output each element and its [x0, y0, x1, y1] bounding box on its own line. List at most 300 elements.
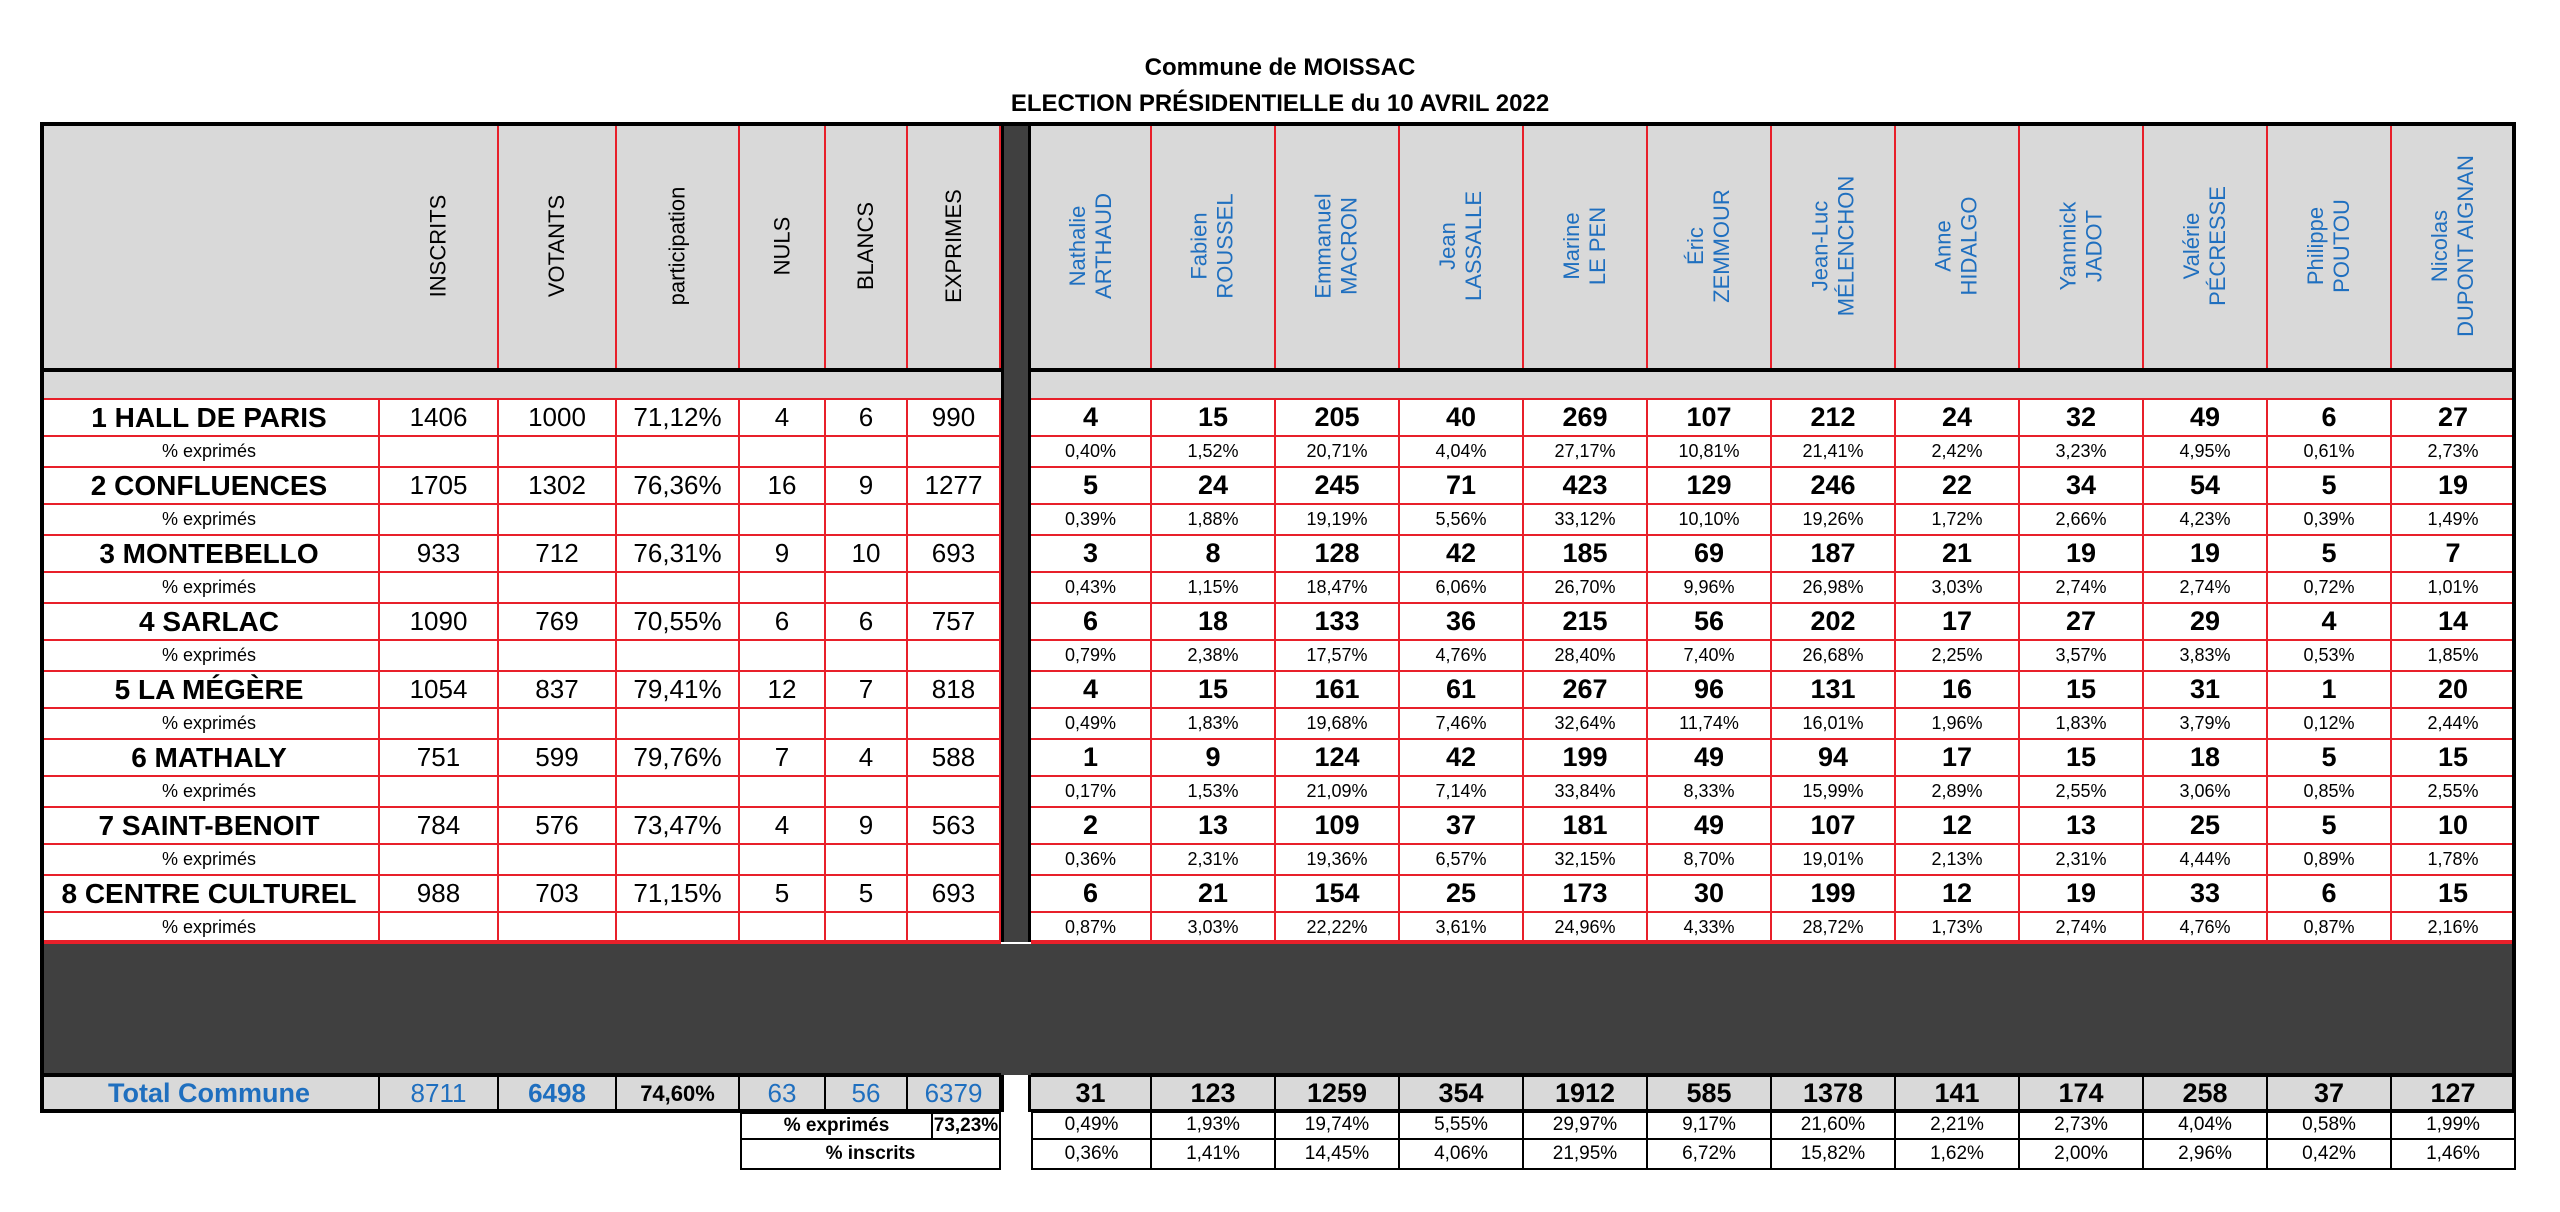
bureau-stat: 769	[499, 602, 617, 639]
bureau-stat-empty	[499, 571, 617, 602]
candidate-name	[2055, 202, 2107, 291]
total-votes: 258	[2144, 1075, 2268, 1112]
candidate-votes: 18	[2144, 738, 2268, 775]
bureau-stat: 76,36%	[617, 466, 740, 503]
bureau-stat: 599	[499, 738, 617, 775]
bureau-stat: 10	[826, 534, 908, 571]
bureau-stat-empty	[826, 911, 908, 942]
candidate-pct: 19,68%	[1276, 707, 1400, 738]
candidate-pct: 8,70%	[1648, 843, 1772, 874]
candidate-votes: 34	[2020, 466, 2144, 503]
candidate-pct: 1,88%	[1152, 503, 1276, 534]
total-candidate-pct-exprimes: 0,49%	[1031, 1112, 1152, 1140]
bureau-stat-empty	[908, 571, 1001, 602]
candidate-pct: 27,17%	[1524, 435, 1648, 466]
bureau-stat-empty	[740, 707, 826, 738]
candidate-last-name: ARTHAUD	[1090, 193, 1116, 299]
candidate-pct: 1,15%	[1152, 571, 1276, 602]
bureau-stat: 588	[908, 738, 1001, 775]
bureau-stat-empty	[740, 843, 826, 874]
stat-header-label: INSCRITS	[425, 194, 451, 298]
candidate-votes: 205	[1276, 398, 1400, 435]
bureau-stat-empty	[617, 503, 740, 534]
candidate-votes: 49	[2144, 398, 2268, 435]
total-candidate-pct-inscrits: 15,82%	[1772, 1140, 1896, 1170]
candidate-pct: 2,42%	[1896, 435, 2020, 466]
candidate-votes: 25	[2144, 806, 2268, 843]
candidate-pct: 3,79%	[2144, 707, 2268, 738]
bureau-stat: 837	[499, 670, 617, 707]
candidate-pct: 0,79%	[1031, 639, 1152, 670]
total-candidate-pct-inscrits: 2,96%	[2144, 1140, 2268, 1170]
candidate-header	[1031, 122, 1152, 370]
bureau-stat-empty	[908, 639, 1001, 670]
candidate-name	[1559, 207, 1611, 285]
candidate-last-name: ROUSSEL	[1213, 193, 1238, 299]
candidate-votes: 215	[1524, 602, 1648, 639]
bureau-stat-empty	[617, 639, 740, 670]
candidate-votes: 13	[1152, 806, 1276, 843]
candidate-pct: 0,49%	[1031, 707, 1152, 738]
bureau-stat-empty	[380, 571, 499, 602]
stat-header-inscrits	[380, 122, 499, 370]
candidate-pct: 7,46%	[1400, 707, 1524, 738]
candidate-pct: 3,06%	[2144, 775, 2268, 806]
candidate-votes: 269	[1524, 398, 1648, 435]
total-votes: 1912	[1524, 1075, 1648, 1112]
candidate-votes: 42	[1400, 534, 1524, 571]
candidate-pct: 2,38%	[1152, 639, 1276, 670]
candidate-votes: 12	[1896, 806, 2020, 843]
candidate-votes: 27	[2392, 398, 2516, 435]
bureau-stat-empty	[380, 911, 499, 942]
candidate-votes: 109	[1276, 806, 1400, 843]
candidate-pct: 26,98%	[1772, 571, 1896, 602]
candidate-votes: 199	[1772, 874, 1896, 911]
total-votes: 585	[1648, 1075, 1772, 1112]
candidate-first-name: Nathalie	[1064, 205, 1090, 287]
bureau-stat: 4	[826, 738, 908, 775]
bureau-stat: 784	[380, 806, 499, 843]
bureau-stat-empty	[740, 775, 826, 806]
stat-header-label: EXPRIMES	[940, 189, 966, 303]
candidate-pct: 24,96%	[1524, 911, 1648, 942]
header-gap-left	[40, 370, 1001, 398]
candidate-votes: 5	[2268, 806, 2392, 843]
candidate-pct: 2,16%	[2392, 911, 2516, 942]
stat-header-label: VOTANTS	[543, 194, 569, 298]
bureau-stat: 71,12%	[617, 398, 740, 435]
bureau-stat: 6	[740, 602, 826, 639]
candidate-votes: 245	[1276, 466, 1400, 503]
candidate-first-name: Marine	[1558, 212, 1584, 280]
candidate-votes: 54	[2144, 466, 2268, 503]
candidate-votes: 49	[1648, 806, 1772, 843]
bureau-stat: 79,41%	[617, 670, 740, 707]
candidate-header	[2144, 122, 2268, 370]
candidate-name	[1683, 189, 1735, 303]
bureau-stat-empty	[617, 707, 740, 738]
candidate-votes: 267	[1524, 670, 1648, 707]
candidate-pct: 21,41%	[1772, 435, 1896, 466]
candidate-pct: 6,57%	[1400, 843, 1524, 874]
candidate-votes: 124	[1276, 738, 1400, 775]
candidate-votes: 15	[2392, 874, 2516, 911]
candidate-pct: 2,25%	[1896, 639, 2020, 670]
candidate-votes: 2	[1031, 806, 1152, 843]
candidate-votes: 8	[1152, 534, 1276, 571]
bureau-stat: 5	[740, 874, 826, 911]
bureau-stat-empty	[380, 775, 499, 806]
bureau-stat-empty	[826, 503, 908, 534]
candidate-first-name: Éric	[1683, 227, 1708, 265]
candidate-votes: 12	[1896, 874, 2020, 911]
stat-header-blancs	[826, 122, 908, 370]
candidate-pct: 0,17%	[1031, 775, 1152, 806]
candidate-name	[1435, 191, 1487, 301]
candidate-votes: 17	[1896, 602, 2020, 639]
candidate-pct: 33,12%	[1524, 503, 1648, 534]
candidate-pct: 2,74%	[2020, 571, 2144, 602]
candidate-pct: 0,39%	[2268, 503, 2392, 534]
candidate-header	[2392, 122, 2516, 370]
candidate-votes: 49	[1648, 738, 1772, 775]
candidate-pct: 10,10%	[1648, 503, 1772, 534]
candidate-first-name: Philippe	[2303, 206, 2328, 286]
candidate-votes: 6	[2268, 874, 2392, 911]
bureau-stat: 16	[740, 466, 826, 503]
candidate-pct: 19,01%	[1772, 843, 1896, 874]
candidate-votes: 32	[2020, 398, 2144, 435]
candidate-votes: 31	[2144, 670, 2268, 707]
candidate-votes: 14	[2392, 602, 2516, 639]
bureau-stat-empty	[740, 571, 826, 602]
bureau-stat: 73,47%	[617, 806, 740, 843]
stat-header-label: BLANCS	[853, 201, 879, 291]
candidate-pct: 0,40%	[1031, 435, 1152, 466]
bureau-stat: 6	[826, 398, 908, 435]
bureau-stat: 7	[826, 670, 908, 707]
candidate-pct: 1,85%	[2392, 639, 2516, 670]
bureau-stat: 7	[740, 738, 826, 775]
candidate-pct: 7,40%	[1648, 639, 1772, 670]
candidate-pct: 1,53%	[1152, 775, 1276, 806]
candidate-pct: 0,87%	[2268, 911, 2392, 942]
candidate-votes: 5	[2268, 534, 2392, 571]
candidate-pct: 2,55%	[2020, 775, 2144, 806]
header-bottom-right	[1031, 368, 2516, 372]
bureau-stat: 4	[740, 806, 826, 843]
candidate-pct: 21,09%	[1276, 775, 1400, 806]
total-candidate-pct-exprimes: 9,17%	[1648, 1112, 1772, 1140]
candidate-votes: 1	[2268, 670, 2392, 707]
header-bottom-left	[40, 368, 1001, 372]
candidate-pct: 19,19%	[1276, 503, 1400, 534]
total-top-left	[40, 1073, 1001, 1077]
total-bottom-left	[40, 1109, 1001, 1113]
candidate-votes: 30	[1648, 874, 1772, 911]
total-votes: 1378	[1772, 1075, 1896, 1112]
total-stat: 6379	[908, 1075, 1001, 1112]
candidate-votes: 3	[1031, 534, 1152, 571]
candidate-last-name: HIDALGO	[1957, 196, 1982, 296]
candidate-votes: 21	[1152, 874, 1276, 911]
candidate-votes: 246	[1772, 466, 1896, 503]
candidate-name	[2179, 186, 2231, 306]
total-candidate-pct-exprimes: 19,74%	[1276, 1112, 1400, 1140]
total-stat: 56	[826, 1075, 908, 1112]
bureau-stat-empty	[380, 843, 499, 874]
candidate-votes: 9	[1152, 738, 1276, 775]
candidate-pct: 4,95%	[2144, 435, 2268, 466]
bureau-stat: 703	[499, 874, 617, 911]
bureau-stat-empty	[499, 503, 617, 534]
bureau-stat-empty	[826, 571, 908, 602]
bureau-stat-empty	[740, 435, 826, 466]
candidate-header	[2268, 122, 2392, 370]
candidate-votes: 107	[1648, 398, 1772, 435]
candidate-pct: 4,44%	[2144, 843, 2268, 874]
bureau-stat: 1277	[908, 466, 1001, 503]
stat-header-nuls	[740, 122, 826, 370]
total-candidate-pct-exprimes: 0,58%	[2268, 1112, 2392, 1140]
candidate-pct: 28,40%	[1524, 639, 1648, 670]
candidate-votes: 5	[2268, 466, 2392, 503]
candidate-votes: 24	[1896, 398, 2020, 435]
candidate-pct: 17,57%	[1276, 639, 1400, 670]
candidate-pct: 1,83%	[2020, 707, 2144, 738]
total-top-right	[1031, 1073, 2516, 1077]
candidate-votes: 27	[2020, 602, 2144, 639]
divider-column	[1001, 122, 1031, 942]
candidate-votes: 1	[1031, 738, 1152, 775]
title-commune: Commune de MOISSAC	[1144, 54, 1416, 81]
candidate-header	[1524, 122, 1648, 370]
candidate-pct: 1,01%	[2392, 571, 2516, 602]
bureau-stat: 70,55%	[617, 602, 740, 639]
candidate-first-name: Yannnick	[2055, 201, 2080, 291]
candidate-pct: 0,72%	[2268, 571, 2392, 602]
candidate-pct: 2,55%	[2392, 775, 2516, 806]
candidate-pct: 3,57%	[2020, 639, 2144, 670]
candidate-votes: 133	[1276, 602, 1400, 639]
candidate-votes: 40	[1400, 398, 1524, 435]
stat-header-label: NULS	[769, 216, 794, 276]
total-candidate-pct-exprimes: 4,04%	[2144, 1112, 2268, 1140]
bureau-stat: 712	[499, 534, 617, 571]
candidate-first-name: Nicolas	[2427, 209, 2452, 283]
bureau-name: 6 MATHALY	[40, 738, 380, 775]
bureau-stat-empty	[826, 707, 908, 738]
pct-exprimes-label: % exprimés	[40, 707, 380, 738]
candidate-last-name: MACRON	[1337, 197, 1362, 295]
candidate-pct: 8,33%	[1648, 775, 1772, 806]
bureau-name: 5 LA MÉGÈRE	[40, 670, 380, 707]
stat-header-participation	[617, 122, 740, 370]
candidate-votes: 19	[2020, 874, 2144, 911]
candidate-votes: 19	[2392, 466, 2516, 503]
bureau-stat-empty	[499, 843, 617, 874]
candidate-pct: 18,47%	[1276, 571, 1400, 602]
header-gap-right	[1031, 370, 2516, 398]
candidate-pct: 0,87%	[1031, 911, 1152, 942]
candidate-last-name: PÉCRESSE	[2204, 186, 2230, 306]
bureau-stat: 9	[826, 466, 908, 503]
total-votes: 127	[2392, 1075, 2516, 1112]
bureau-stat-empty	[908, 775, 1001, 806]
candidate-votes: 42	[1400, 738, 1524, 775]
candidate-votes: 61	[1400, 670, 1524, 707]
candidate-pct: 6,06%	[1400, 571, 1524, 602]
bureau-stat-empty	[826, 775, 908, 806]
candidate-pct: 1,78%	[2392, 843, 2516, 874]
pct-exprimes-label: % exprimés	[40, 503, 380, 534]
bureau-stat-empty	[908, 707, 1001, 738]
bureau-stat: 751	[380, 738, 499, 775]
candidate-votes: 21	[1896, 534, 2020, 571]
candidate-votes: 5	[2268, 738, 2392, 775]
candidate-pct: 3,83%	[2144, 639, 2268, 670]
candidate-pct: 2,73%	[2392, 435, 2516, 466]
candidate-votes: 19	[2144, 534, 2268, 571]
candidate-votes: 154	[1276, 874, 1400, 911]
candidate-pct: 32,64%	[1524, 707, 1648, 738]
total-candidate-pct-exprimes: 21,60%	[1772, 1112, 1896, 1140]
candidate-name	[1807, 176, 1859, 317]
candidate-votes: 4	[1031, 398, 1152, 435]
total-stat: 6498	[499, 1075, 617, 1112]
candidate-votes: 20	[2392, 670, 2516, 707]
candidate-pct: 1,72%	[1896, 503, 2020, 534]
candidate-votes: 6	[1031, 602, 1152, 639]
total-votes: 174	[2020, 1075, 2144, 1112]
bureau-stat: 990	[908, 398, 1001, 435]
bureau-stat-empty	[740, 503, 826, 534]
candidate-votes: 199	[1524, 738, 1648, 775]
candidate-pct: 19,36%	[1276, 843, 1400, 874]
bureau-stat-empty	[499, 911, 617, 942]
pct-exprimes-label: % exprimés	[40, 911, 380, 942]
bureau-stat-empty	[740, 639, 826, 670]
candidate-votes: 24	[1152, 466, 1276, 503]
candidate-pct: 2,31%	[2020, 843, 2144, 874]
candidate-votes: 16	[1896, 670, 2020, 707]
bureau-stat-empty	[908, 843, 1001, 874]
candidate-first-name: Anne	[1931, 220, 1956, 272]
bureau-stat: 988	[380, 874, 499, 911]
bureau-stat-empty	[499, 707, 617, 738]
candidate-pct: 26,70%	[1524, 571, 1648, 602]
bureau-name: 2 CONFLUENCES	[40, 466, 380, 503]
candidate-pct: 0,36%	[1031, 843, 1152, 874]
bureau-stat: 1054	[380, 670, 499, 707]
candidate-votes: 15	[1152, 398, 1276, 435]
total-bottom-right	[1031, 1109, 2516, 1113]
candidate-name	[1187, 193, 1239, 298]
candidate-header	[1276, 122, 1400, 370]
candidate-votes: 15	[2392, 738, 2516, 775]
bureau-stat-empty	[740, 911, 826, 942]
candidate-last-name: ZEMMOUR	[1709, 189, 1734, 303]
candidate-votes: 94	[1772, 738, 1896, 775]
candidate-votes: 181	[1524, 806, 1648, 843]
total-candidate-pct-exprimes: 29,97%	[1524, 1112, 1648, 1140]
candidate-votes: 25	[1400, 874, 1524, 911]
candidate-pct: 11,74%	[1648, 707, 1772, 738]
candidate-votes: 4	[1031, 670, 1152, 707]
candidate-pct: 16,01%	[1772, 707, 1896, 738]
candidate-pct: 2,74%	[2020, 911, 2144, 942]
pct-exprimes-label: % exprimés	[40, 843, 380, 874]
bureau-name: 4 SARLAC	[40, 602, 380, 639]
candidate-votes: 29	[2144, 602, 2268, 639]
total-pct-exprimes-value: 73,23%	[931, 1112, 1001, 1140]
bureau-stat-empty	[380, 503, 499, 534]
bureau-name: 7 SAINT-BENOIT	[40, 806, 380, 843]
candidate-pct: 2,66%	[2020, 503, 2144, 534]
candidate-pct: 0,85%	[2268, 775, 2392, 806]
bureau-stat-empty	[617, 911, 740, 942]
candidate-pct: 4,23%	[2144, 503, 2268, 534]
stat-header-votants	[499, 122, 617, 370]
candidate-name	[2427, 155, 2479, 337]
candidate-pct: 0,89%	[2268, 843, 2392, 874]
bureau-stat: 933	[380, 534, 499, 571]
bureau-stat: 9	[826, 806, 908, 843]
title-election: ELECTION PRÉSIDENTIELLE du 10 AVRIL 2022	[1010, 90, 1550, 117]
stat-header-label: participation	[664, 186, 690, 306]
candidate-first-name: Valérie	[2178, 212, 2204, 280]
candidate-votes: 202	[1772, 602, 1896, 639]
bureau-stat: 1705	[380, 466, 499, 503]
bureau-stat-empty	[617, 571, 740, 602]
total-candidate-pct-exprimes: 1,99%	[2392, 1112, 2516, 1140]
candidate-header	[1896, 122, 2020, 370]
bureau-stat: 5	[826, 874, 908, 911]
candidate-votes: 37	[1400, 806, 1524, 843]
total-candidate-pct-exprimes: 1,93%	[1152, 1112, 1276, 1140]
divider-total	[1001, 1075, 1031, 1112]
candidate-pct: 2,74%	[2144, 571, 2268, 602]
candidate-last-name: LASSALLE	[1460, 190, 1486, 302]
bureau-stat-empty	[826, 843, 908, 874]
bureau-stat-empty	[908, 435, 1001, 466]
candidate-name	[1311, 193, 1363, 298]
total-candidate-pct-exprimes: 2,21%	[1896, 1112, 2020, 1140]
candidate-votes: 173	[1524, 874, 1648, 911]
candidate-pct: 3,61%	[1400, 911, 1524, 942]
frame-left	[40, 122, 44, 1112]
total-candidate-pct-inscrits: 1,46%	[2392, 1140, 2516, 1170]
candidate-last-name: POUTOU	[2329, 199, 2354, 293]
candidate-votes: 19	[2020, 534, 2144, 571]
pct-exprimes-label: % exprimés	[40, 571, 380, 602]
bureau-stat-empty	[826, 639, 908, 670]
candidate-pct: 7,14%	[1400, 775, 1524, 806]
bureau-name: 8 CENTRE CULTUREL	[40, 874, 380, 911]
bureau-stat: 12	[740, 670, 826, 707]
total-candidate-pct-inscrits: 14,45%	[1276, 1140, 1400, 1170]
candidate-pct: 0,39%	[1031, 503, 1152, 534]
total-stat: 8711	[380, 1075, 499, 1112]
total-candidate-pct-exprimes: 2,73%	[2020, 1112, 2144, 1140]
candidate-votes: 36	[1400, 602, 1524, 639]
candidate-votes: 17	[1896, 738, 2020, 775]
candidate-votes: 22	[1896, 466, 2020, 503]
candidate-last-name: MÉLENCHON	[1833, 175, 1859, 317]
candidate-votes: 71	[1400, 466, 1524, 503]
candidate-pct: 9,96%	[1648, 571, 1772, 602]
